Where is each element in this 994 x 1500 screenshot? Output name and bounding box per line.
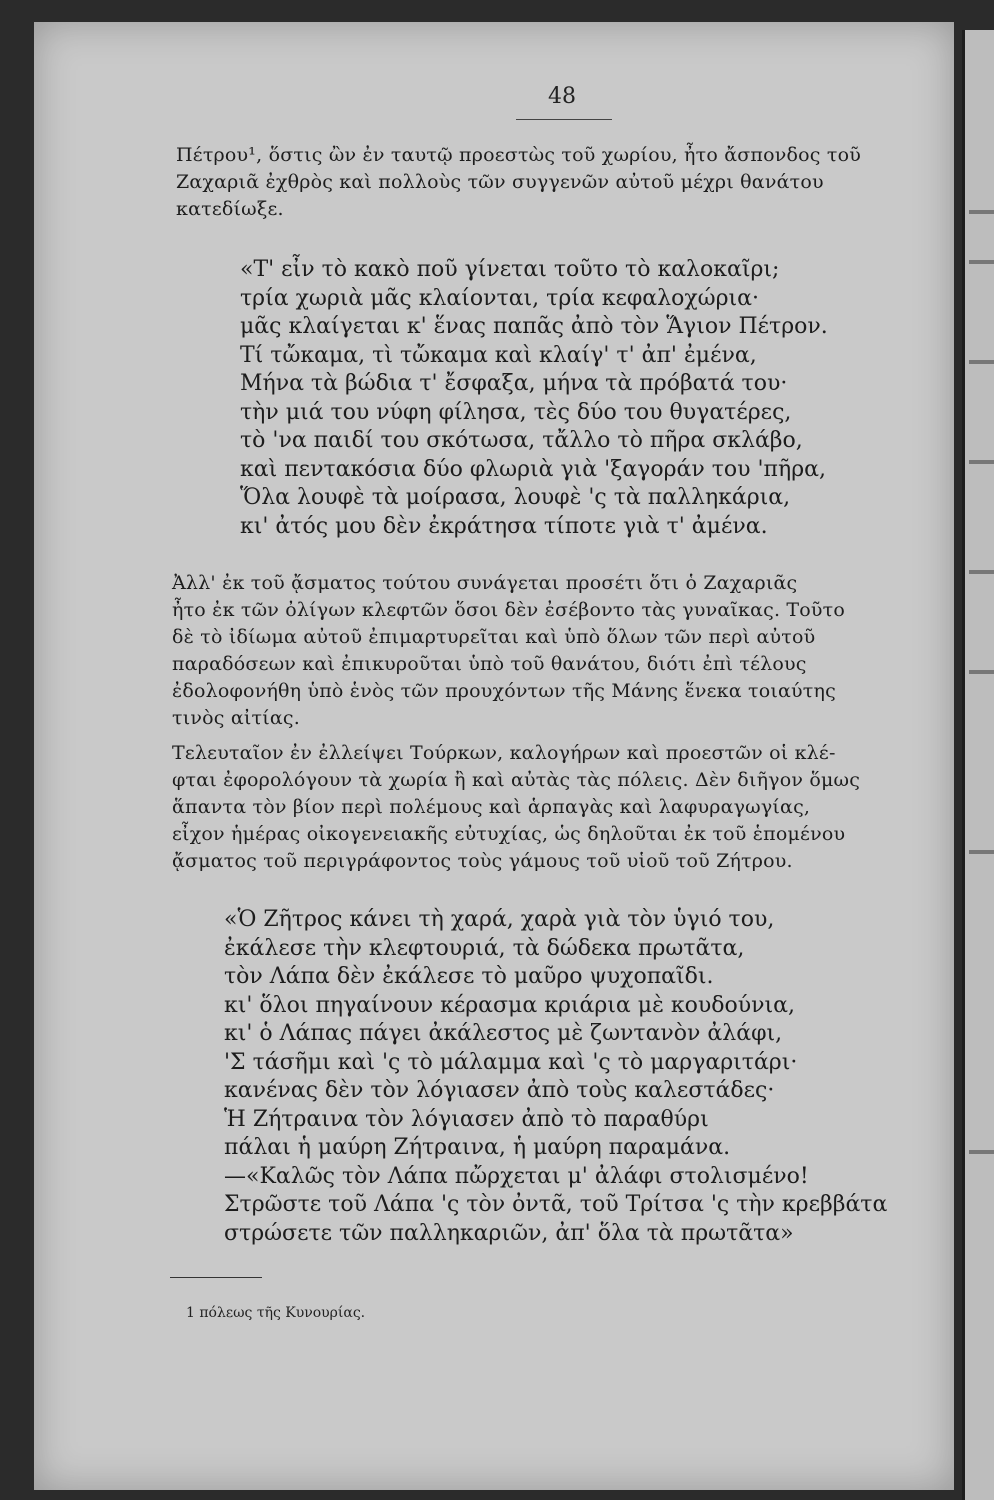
song1-line: καὶ πεντακόσια δύο φλωριὰ γιὰ 'ξαγοράν του 'πῆρα, (240, 456, 826, 482)
song1-line: τὸ 'να παιδί του σκότωσα, τἄλλο τὸ πῆρα σκλάβο, (240, 428, 803, 453)
song2-line: ἐκάλεσε τὴν κλεφτουριά, τὰ δώδεκα πρωτᾶτα, (224, 935, 745, 961)
intro-line: Πέτρου¹, ὅστις ὢν ἐν ταυτῷ προεστὼς τοῦ χωρίου, ἦτο ἄσπονδος τοῦ (176, 144, 861, 166)
song-verse-1 (240, 256, 940, 541)
para2-line: παραδόσεων καὶ ἐπικυροῦται ὑπὸ τοῦ θανάτου, διότι ἐπὶ τέλους (172, 653, 807, 675)
song2-line: κανένας δὲν τὸν λόγιασεν ἀπὸ τοὺς καλεστάδες· (224, 1078, 775, 1103)
song1-line: Τί τὤκαμα, τὶ τὤκαμα καὶ κλαίγ' τ' ἀπ' ἐμένα, (240, 342, 757, 368)
intro-paragraph (176, 142, 936, 223)
song1-line: Ὅλα λουφὲ τὰ μοίρασα, λουφὲ 'ς τὰ παλληκάρια, (240, 485, 791, 510)
page-number-rule (516, 119, 612, 120)
para3-line: ἅπαντα τὸν βίον περὶ πολέμους καὶ ἁρπαγὰς καὶ λαφυραγωγίας, (172, 796, 811, 818)
footnote-rule (170, 1277, 262, 1278)
song2-line: κι' ὁ Λάπας πάγει ἀκάλεστος μὲ ζωντανὸν ἀλάφι, (224, 1021, 783, 1046)
intro-line: κατεδίωξε. (176, 198, 284, 220)
song-verse-2 (224, 906, 944, 1248)
next-page-edge (962, 30, 994, 1500)
para3-line: Τελευταῖον ἐν ἐλλείψει Τούρκων, καλογήρων καὶ προεστῶν οἱ κλέ- (172, 742, 836, 764)
song2-line: «Ὁ Ζῆτρος κάνει τὴ χαρά, χαρὰ γιὰ τὸν ὑγιό του, (224, 907, 775, 932)
song2-line: στρώσετε τῶν παλληκαριῶν, ἀπ' ὅλα τὰ πρωτᾶτα» (224, 1220, 794, 1246)
paragraph-3 (172, 740, 932, 875)
footnote: 1 πόλεως τῆς Κυνουρίας. (186, 1305, 366, 1321)
page-number: 48 (548, 84, 576, 109)
song1-line: μᾶς κλαίγεται κ' ἕνας παπᾶς ἀπὸ τὸν Ἅγιον Πέτρον. (240, 314, 828, 339)
song2-line: Ἡ Ζήτραινα τὸν λόγιασεν ἀπὸ τὸ παραθύρι (224, 1106, 709, 1132)
para2-line: τινὸς αἰτίας. (172, 707, 300, 729)
para2-line: ἐδολοφονήθη ὑπὸ ἑνὸς τῶν προυχόντων τῆς Μάνης ἕνεκα τοιαύτης (172, 680, 836, 702)
intro-line: Ζαχαριᾶ ἐχθρὸς καὶ πολλοὺς τῶν συγγενῶν αὐτοῦ μέχρι θανάτου (176, 171, 824, 193)
song1-line: κι' ἀτός μου δὲν ἐκράτησα τίποτε γιὰ τ' ἀμένα. (240, 513, 768, 539)
song1-line: τὴν μιά του νύφη φίλησα, τὲς δύο του θυγατέρες, (240, 399, 792, 425)
song2-line: Στρῶστε τοῦ Λάπα 'ς τὸν ὀντᾶ, τοῦ Τρίτσα 'ς τὴν κρεββάτα (224, 1192, 888, 1217)
para3-line: εἶχον ἡμέρας οἰκογενειακῆς εὐτυχίας, ὡς δηλοῦται ἐκ τοῦ ἑπομένου (172, 823, 846, 845)
song2-line: τὸν Λάπα δὲν ἐκάλεσε τὸ μαῦρο ψυχοπαῖδι. (224, 964, 714, 989)
song1-line: Μήνα τὰ βώδια τ' ἔσφαξα, μήνα τὰ πρόβατά του· (240, 371, 788, 396)
para3-line: ᾄσματος τοῦ περιγράφοντος τοὺς γάμους τοῦ υἱοῦ τοῦ Ζήτρου. (172, 850, 793, 872)
song2-line: κι' ὅλοι πηγαίνουν κέρασμα κριάρια μὲ κουδούνια, (224, 992, 795, 1018)
song2-line: πάλαι ἡ μαύρη Ζήτραινα, ἡ μαύρη παραμάνα. (224, 1135, 731, 1160)
song1-line: «Τ' εἶν τὸ κακὸ ποῦ γίνεται τοῦτο τὸ καλοκαῖρι; (240, 257, 780, 282)
paragraph-2 (172, 570, 932, 732)
para3-line: φται ἐφορολόγουν τὰ χωρία ἢ καὶ αὐτὰς τὰς πόλεις. Δὲν διῆγον ὅμως (172, 769, 861, 791)
para2-line: ἦτο ἐκ τῶν ὀλίγων κλεφτῶν ὅσοι δὲν ἐσέβοντο τὰς γυναῖκας. Τοῦτο (172, 599, 846, 621)
song2-line: 'Σ τάσῆμι καὶ 'ς τὸ μάλαμμα καὶ 'ς τὸ μαργαριτάρι· (224, 1049, 798, 1075)
para2-line: Ἀλλ' ἐκ τοῦ ᾄσματος τούτου συνάγεται προσέτι ὅτι ὁ Ζαχαριᾶς (172, 572, 798, 594)
song2-line: —«Καλῶς τὸν Λάπα πὤρχεται μ' ἀλάφι στολισμένο! (224, 1163, 809, 1189)
song1-line: τρία χωριὰ μᾶς κλαίονται, τρία κεφαλοχώρια· (240, 285, 760, 311)
para2-line: δὲ τὸ ἰδίωμα αὐτοῦ ἐπιμαρτυρεῖται καὶ ὑπὸ ὅλων τῶν περὶ αὐτοῦ (172, 626, 816, 648)
